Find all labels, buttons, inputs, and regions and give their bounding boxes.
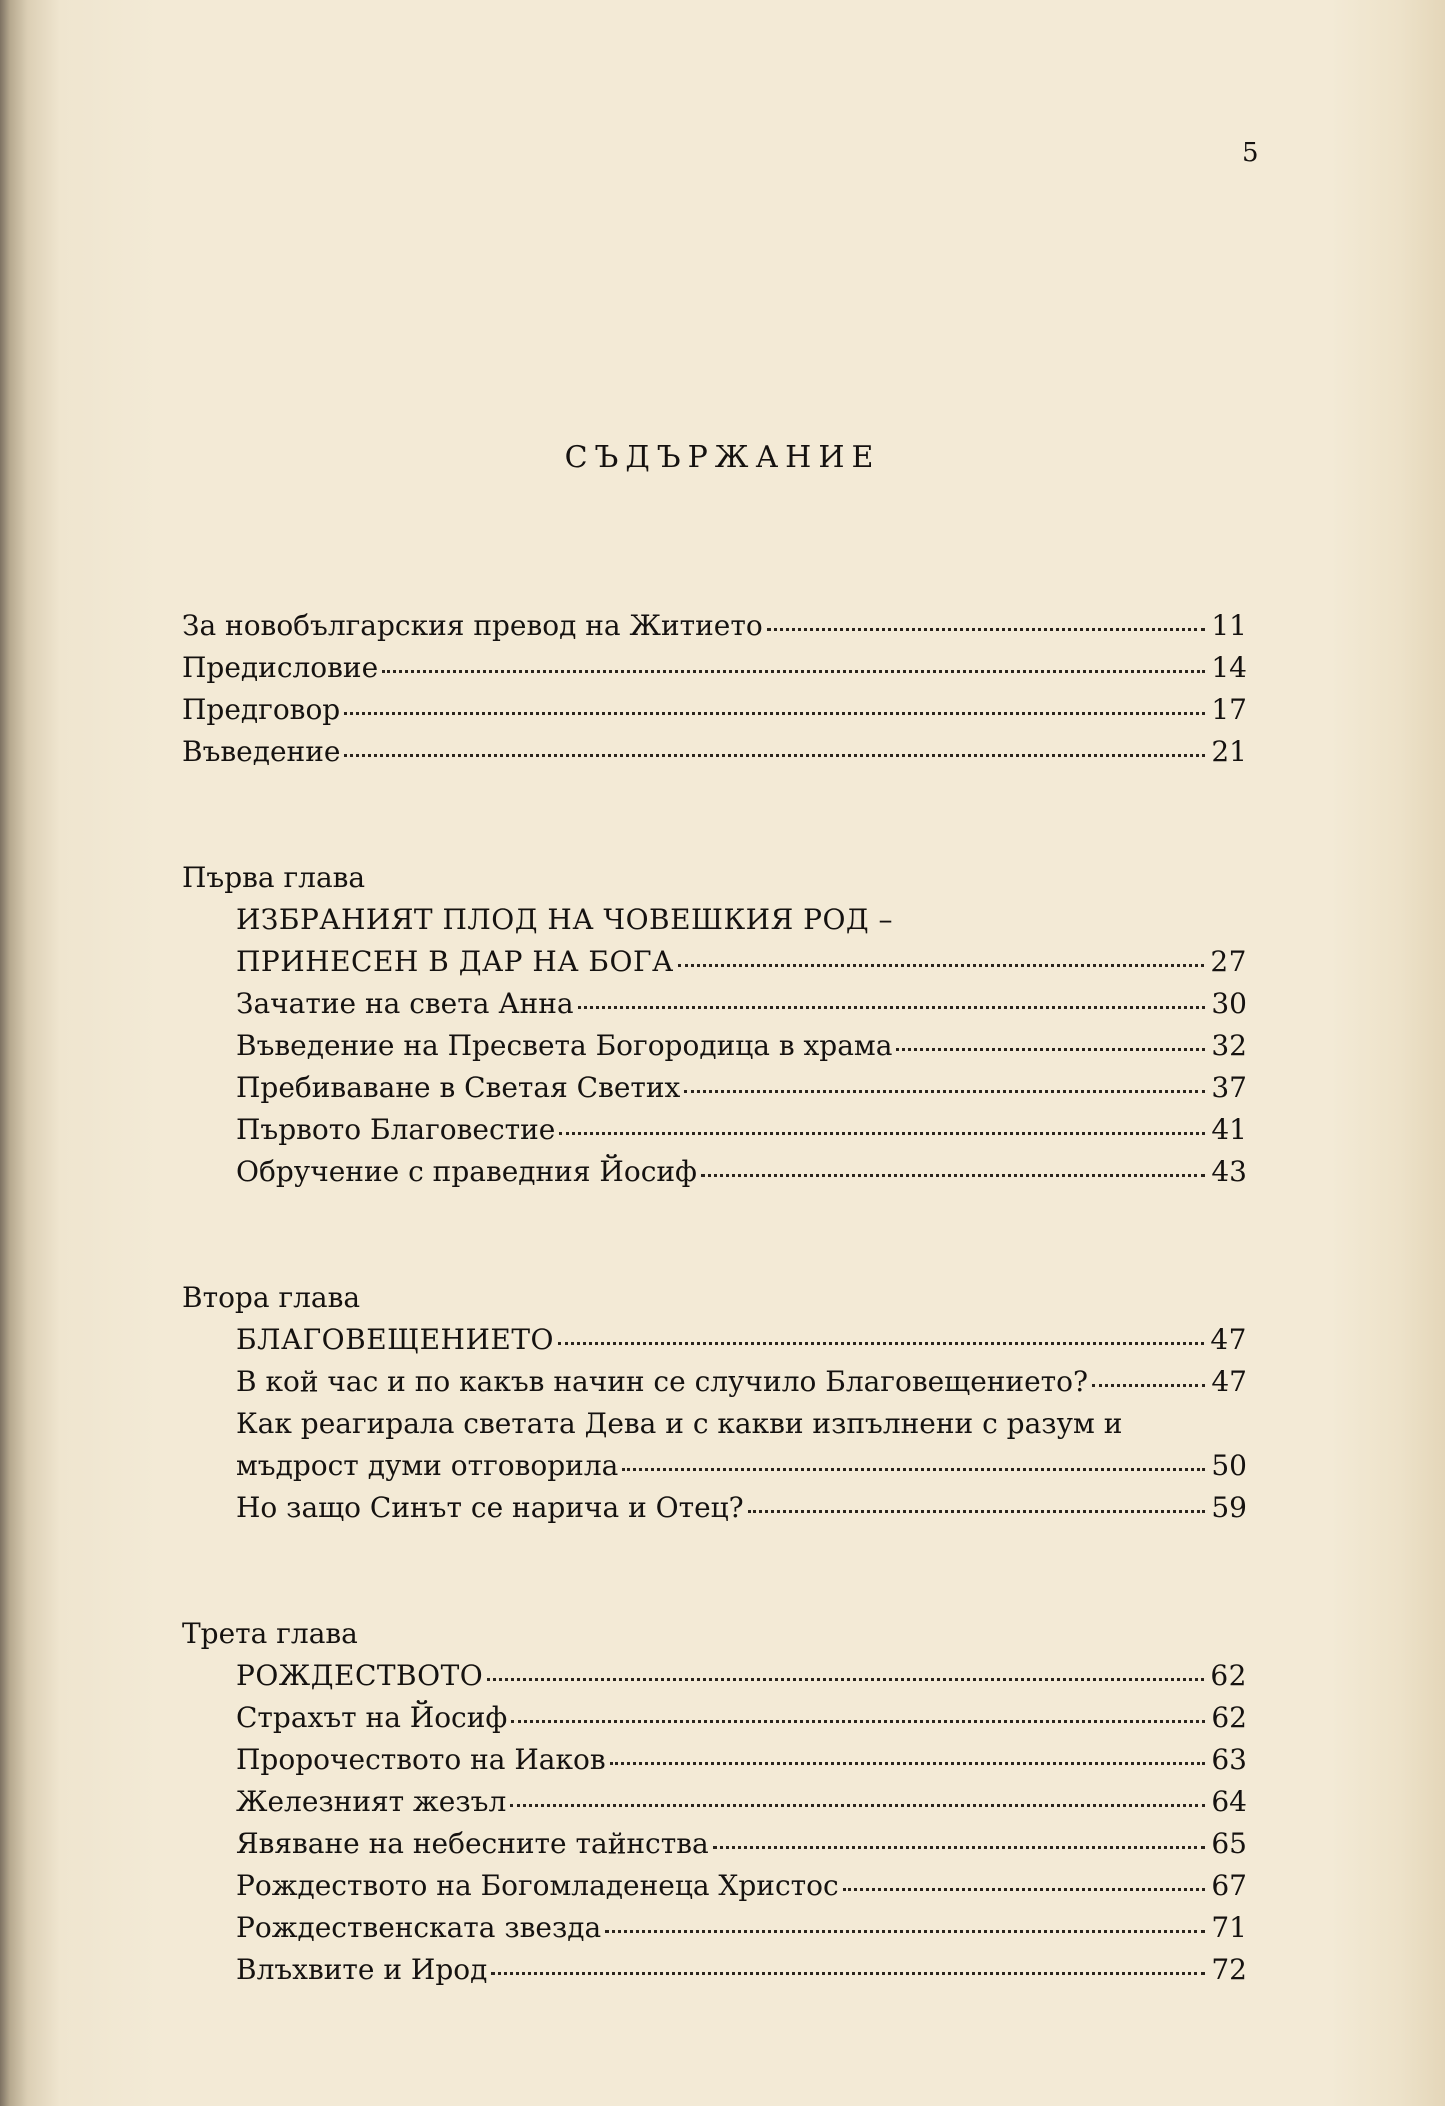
toc-entry-page: 64 bbox=[1211, 1785, 1247, 1818]
toc-entry-page: 65 bbox=[1211, 1827, 1247, 1860]
toc-entry-label: Зачатие на света Анна bbox=[236, 987, 574, 1020]
toc-entry[interactable] bbox=[236, 1656, 1247, 1696]
dot-leader bbox=[684, 1090, 1205, 1093]
toc-entry-label: Пребиваване в Светая Светих bbox=[236, 1071, 681, 1104]
toc-entry-label: Рождеството на Богомладенеца Христос bbox=[236, 1869, 839, 1902]
toc-entry[interactable] bbox=[236, 1446, 1247, 1486]
toc-entry-label: Явяване на небесните тайнства bbox=[236, 1827, 709, 1860]
dot-leader bbox=[605, 1930, 1205, 1933]
toc-entry-page: 47 bbox=[1211, 1365, 1247, 1398]
dot-leader bbox=[510, 1804, 1205, 1807]
toc-entry-page: 21 bbox=[1211, 735, 1247, 768]
dot-leader bbox=[558, 1342, 1204, 1345]
dot-leader bbox=[491, 1972, 1205, 1975]
toc-entry[interactable] bbox=[236, 1068, 1247, 1108]
dot-leader bbox=[382, 670, 1205, 673]
dot-leader bbox=[511, 1720, 1205, 1723]
toc-entry-label: Въведение на Пресвета Богородица в храма bbox=[236, 1029, 893, 1062]
toc-entry-page: 62 bbox=[1210, 1659, 1247, 1692]
dot-leader bbox=[578, 1006, 1206, 1009]
toc-entry-label: Железният жезъл bbox=[236, 1785, 507, 1818]
toc-entry[interactable] bbox=[236, 984, 1247, 1024]
toc-entry[interactable] bbox=[236, 1782, 1247, 1822]
dot-leader bbox=[344, 712, 1205, 715]
toc-entry[interactable] bbox=[236, 942, 1247, 982]
toc-entry-label: Първото Благовестие bbox=[236, 1113, 556, 1146]
toc-entry-label: Въведение bbox=[182, 735, 341, 768]
toc-entry-page: 17 bbox=[1211, 693, 1247, 726]
toc-entry-label: Рождественската звезда bbox=[236, 1911, 602, 1944]
dot-leader bbox=[748, 1510, 1206, 1513]
toc-entry[interactable] bbox=[236, 1908, 1247, 1948]
toc-entry[interactable] bbox=[236, 1152, 1247, 1192]
toc-entry-page: 67 bbox=[1211, 1869, 1247, 1902]
dot-leader bbox=[896, 1048, 1205, 1051]
toc-entry-page: 72 bbox=[1211, 1953, 1247, 1986]
dot-leader bbox=[559, 1132, 1205, 1135]
toc-entry-label: Обручение с праведния Йосиф bbox=[236, 1155, 697, 1188]
dot-leader bbox=[610, 1762, 1206, 1765]
toc-entry-page: 11 bbox=[1211, 609, 1247, 642]
toc-entry[interactable] bbox=[236, 1026, 1247, 1066]
toc-entry[interactable] bbox=[182, 732, 1247, 772]
toc-entry-label: За новобългарския превод на Житието bbox=[182, 609, 763, 642]
chapter-heading: Първа глава bbox=[182, 861, 366, 894]
toc-entry-label: ПРИНЕСЕН В ДАР НА БОГА bbox=[236, 945, 674, 978]
toc-entry-page: 27 bbox=[1210, 945, 1247, 978]
toc-entry-page: 32 bbox=[1211, 1029, 1247, 1062]
dot-leader bbox=[843, 1888, 1206, 1891]
toc-entry-label: В кой час и по какъв начин се случило Благовещението? bbox=[236, 1365, 1089, 1398]
toc-entry[interactable] bbox=[236, 1362, 1247, 1402]
toc-entry-page: 43 bbox=[1211, 1155, 1247, 1188]
toc-entry[interactable] bbox=[236, 1824, 1247, 1864]
toc-entry[interactable] bbox=[236, 1698, 1247, 1738]
toc-entry-page: 71 bbox=[1211, 1911, 1247, 1944]
toc-entry-label: Пророчеството на Иаков bbox=[236, 1743, 606, 1776]
dot-leader bbox=[344, 754, 1205, 757]
toc-entry[interactable] bbox=[182, 690, 1247, 730]
toc-entry[interactable] bbox=[236, 1950, 1247, 1990]
toc-entry-label: Страхът на Йосиф bbox=[236, 1701, 508, 1734]
toc-entry-label: мъдрост думи отговорила bbox=[236, 1449, 619, 1482]
toc-entry-label: Предговор bbox=[182, 693, 341, 726]
toc-entry-page: 59 bbox=[1211, 1491, 1247, 1524]
toc-entry-page: 14 bbox=[1211, 651, 1247, 684]
dot-leader bbox=[767, 628, 1206, 631]
toc-entry-page: 37 bbox=[1211, 1071, 1247, 1104]
toc-entry-page: 41 bbox=[1211, 1113, 1247, 1146]
toc-entry-page: 47 bbox=[1210, 1323, 1247, 1356]
toc-entry-label: Влъхвите и Ирод bbox=[236, 1953, 488, 1986]
toc-entry[interactable] bbox=[236, 1488, 1247, 1528]
dot-leader bbox=[701, 1174, 1205, 1177]
toc-entry[interactable] bbox=[236, 1110, 1247, 1150]
toc-entry-label: Но защо Синът се нарича и Отец? bbox=[236, 1491, 744, 1524]
toc-title: СЪДЪРЖАНИЕ bbox=[564, 440, 881, 475]
toc-entry[interactable] bbox=[182, 606, 1247, 646]
dot-leader bbox=[1092, 1384, 1205, 1387]
dot-leader bbox=[678, 964, 1205, 967]
toc-entry[interactable] bbox=[236, 1320, 1247, 1360]
toc-entry-page: 63 bbox=[1211, 1743, 1247, 1776]
chapter-heading: Трета глава bbox=[182, 1617, 358, 1650]
toc-entry[interactable] bbox=[182, 648, 1247, 688]
dot-leader bbox=[713, 1846, 1206, 1849]
toc-entry-page: 50 bbox=[1211, 1449, 1247, 1482]
chapter-heading: Втора глава bbox=[182, 1281, 361, 1314]
chapter-title[interactable]: ИЗБРАНИЯТ ПЛОД НА ЧОВЕШКИЯ РОД – bbox=[236, 903, 894, 936]
toc-entry-label: Предисловие bbox=[182, 651, 379, 684]
dot-leader bbox=[487, 1678, 1204, 1681]
page-number: 5 bbox=[1242, 138, 1259, 168]
toc-entry-page: 62 bbox=[1211, 1701, 1247, 1734]
toc-entry-label: БЛАГОВЕЩЕНИЕТО bbox=[236, 1323, 554, 1356]
toc-entry-label: РОЖДЕСТВОТО bbox=[236, 1659, 484, 1692]
toc-entry-page: 30 bbox=[1211, 987, 1247, 1020]
toc-entry[interactable] bbox=[236, 1866, 1247, 1906]
toc-entry[interactable] bbox=[236, 1740, 1247, 1780]
toc-entry-label-line[interactable]: Как реагирала светата Дева и с какви изпълнени с разум и bbox=[236, 1407, 1123, 1440]
dot-leader bbox=[622, 1468, 1205, 1471]
